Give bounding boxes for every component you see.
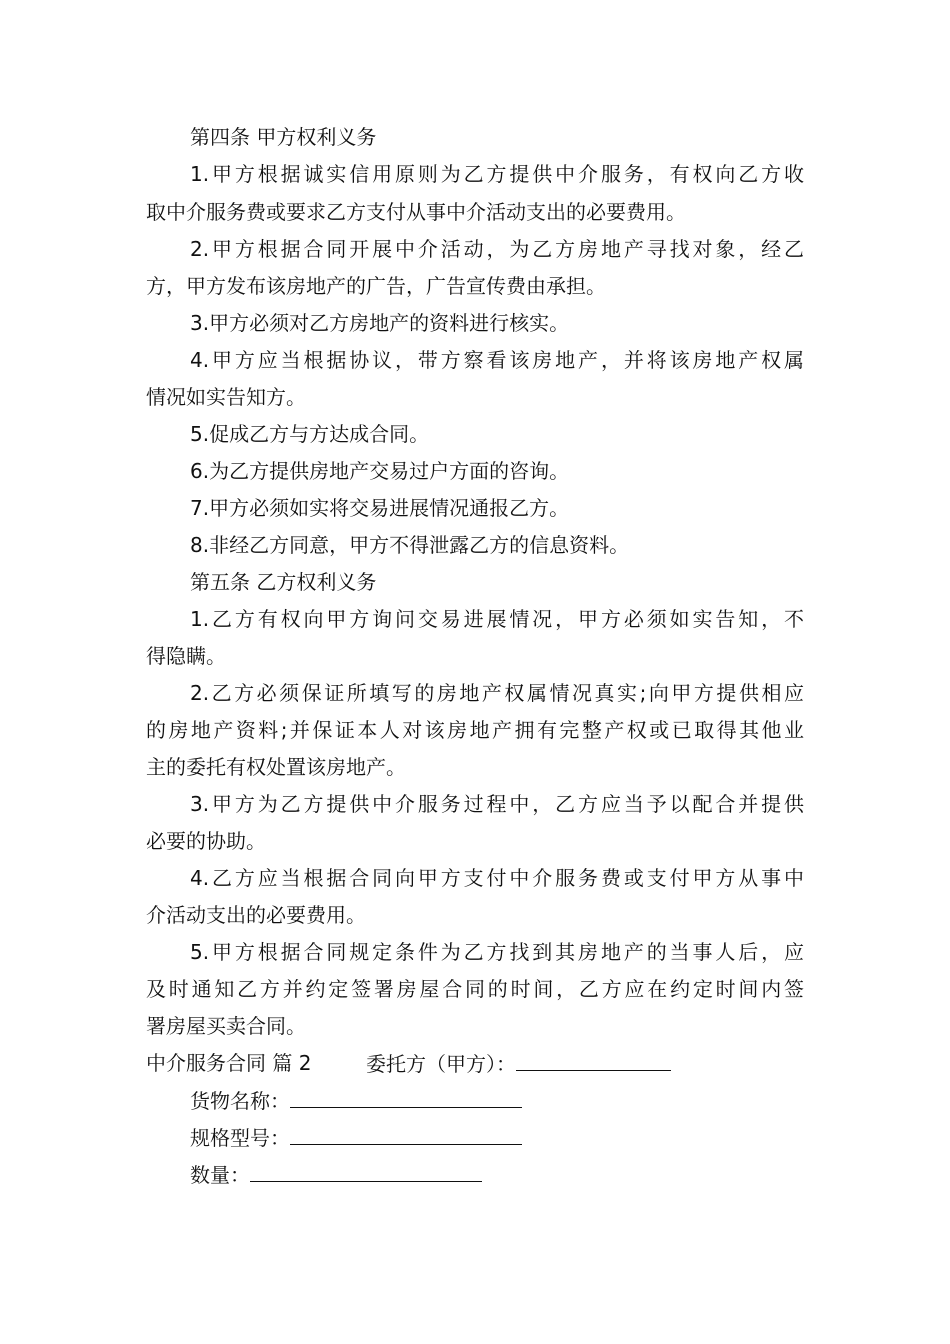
article5-item5-line2: 及时通知乙方并约定签署房屋合同的时间，乙方应在约定时间内签 <box>146 977 804 1001</box>
article4-item4-line2: 情况如实告知方。 <box>146 385 306 409</box>
article4-item1-line1: 1.甲方根据诚实信用原则为乙方提供中介服务，有权向乙方收 <box>190 162 804 186</box>
client-blank[interactable] <box>516 1050 671 1071</box>
article4-item2-line2: 方，甲方发布该房地产的广告，广告宣传费由承担。 <box>146 274 606 298</box>
article4-item7: 7.甲方必须如实将交易进展情况通报乙方。 <box>190 496 570 520</box>
article5-item2-line3: 主的委托有权处置该房地产。 <box>146 755 406 779</box>
section2-title: 中介服务合同 篇 2 <box>146 1051 312 1075</box>
article5-item5-line3: 署房屋买卖合同。 <box>146 1014 306 1038</box>
client-field[interactable] <box>366 1050 671 1076</box>
article4-item3: 3.甲方必须对乙方房地产的资料进行核实。 <box>190 311 570 335</box>
quantity-label: 数量： <box>190 1163 250 1187</box>
goods-name-blank[interactable] <box>290 1087 522 1108</box>
article4-item6: 6.为乙方提供房地产交易过户方面的咨询。 <box>190 459 570 483</box>
article4-item5: 5.促成乙方与方达成合同。 <box>190 422 430 446</box>
spec-model-field[interactable] <box>190 1124 522 1150</box>
quantity-field[interactable] <box>190 1161 482 1187</box>
article5-item3-line2: 必要的协助。 <box>146 829 266 853</box>
article4-item2-line1: 2.甲方根据合同开展中介活动，为乙方房地产寻找对象，经乙 <box>190 237 804 261</box>
quantity-blank[interactable] <box>250 1161 482 1182</box>
goods-name-label: 货物名称： <box>190 1089 290 1113</box>
spec-model-label: 规格型号： <box>190 1126 290 1150</box>
article5-item1-line1: 1.乙方有权向甲方询问交易进展情况，甲方必须如实告知，不 <box>190 607 804 631</box>
article5-item4-line2: 介活动支出的必要费用。 <box>146 903 366 927</box>
article5-heading: 第五条 乙方权利义务 <box>190 570 377 594</box>
article5-item4-line1: 4.乙方应当根据合同向甲方支付中介服务费或支付甲方从事中 <box>190 866 804 890</box>
spec-model-blank[interactable] <box>290 1124 522 1145</box>
goods-name-field[interactable] <box>190 1087 522 1113</box>
article5-item2-line1: 2.乙方必须保证所填写的房地产权属情况真实;向甲方提供相应 <box>190 681 804 705</box>
article5-item5-line1: 5.甲方根据合同规定条件为乙方找到其房地产的当事人后，应 <box>190 940 804 964</box>
article4-item4-line1: 4.甲方应当根据协议，带方察看该房地产，并将该房地产权属 <box>190 348 804 372</box>
article4-item1-line2: 取中介服务费或要求乙方支付从事中介活动支出的必要费用。 <box>146 200 686 224</box>
article5-item3-line1: 3.甲方为乙方提供中介服务过程中，乙方应当予以配合并提供 <box>190 792 804 816</box>
client-label: 委托方（甲方）： <box>366 1052 516 1076</box>
article4-item8: 8.非经乙方同意，甲方不得泄露乙方的信息资料。 <box>190 533 630 557</box>
article5-item2-line2: 的房地产资料;并保证本人对该房地产拥有完整产权或已取得其他业 <box>146 718 804 742</box>
article5-item1-line2: 得隐瞒。 <box>146 644 226 668</box>
article4-heading: 第四条 甲方权利义务 <box>190 125 377 149</box>
